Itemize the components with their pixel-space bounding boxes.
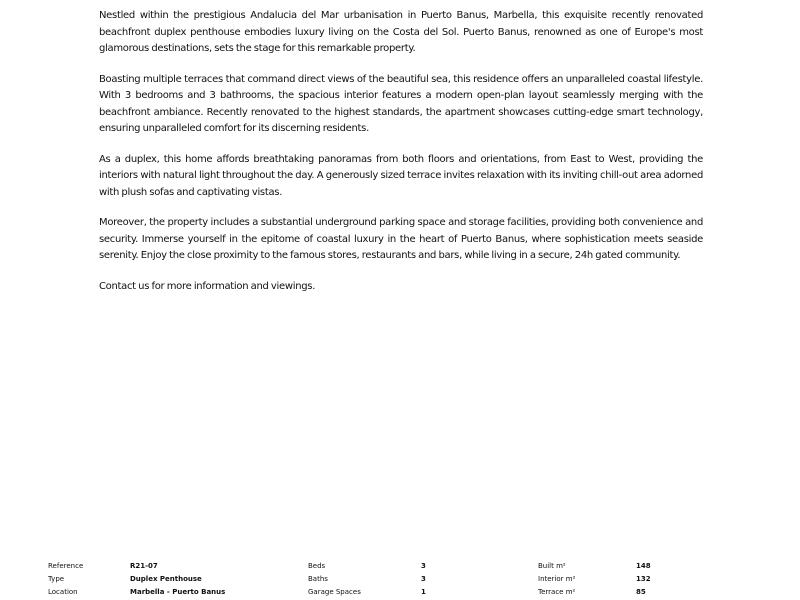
spec-value: 85 [636,588,646,596]
property-description [99,8,703,309]
spec-label: Interior m² [538,575,576,583]
spec-label: Built m² [538,562,566,570]
spec-value: 3 [421,562,426,570]
specs-row-type [48,573,748,586]
spec-label: Type [48,575,65,583]
spec-value: 3 [421,575,426,583]
spec-label: Location [48,588,78,596]
spec-label: Beds [308,562,326,570]
description-paragraph-parking: Moreover, the property includes a substantial underground parking space and storage facilities, providing both convenience and security. Immerse yourself in the epitome of coastal luxury in the heart of Puerto Banus, where sophistication meets seaside serenity. Enjoy the close proximity to the famous stores, restaurants and bars, while living in a secure, 24h gated community. [99,217,703,261]
description-paragraph-duplex: As a duplex, this home affords breathtaking panoramas from both floors and orientations, from East to West, providing the interiors with natural light throughout the day. A generously sized terrace invites relaxation with its inviting chill-out area adorned with plush sofas and captivating vistas. [99,153,703,198]
spec-value: 1 [421,588,426,596]
spec-label: Garage Spaces [308,588,361,596]
spec-value: Duplex Penthouse [130,575,202,583]
spec-value: Marbella - Puerto Banus [130,588,226,596]
spec-value: R21-07 [130,562,158,570]
spec-value: 148 [636,562,651,570]
description-paragraph-terraces: Boasting multiple terraces that command direct views of the beautiful sea, this residence offers an unparalleled coastal lifestyle. With 3 bedrooms and 3 bathrooms, the spacious interior features a modern open-plan layout seamlessly merging with the beachfront ambiance. Recently renovated to the highest standards, the apartment showcases cutting-edge smart technology, ensuring unparalleled comfort for its discerning residents. [99,73,703,134]
property-specs-table [48,560,748,599]
specs-row-location [48,586,748,599]
spec-value: 132 [636,575,651,583]
description-paragraph-contact: Contact us for more information and viewings. [99,280,316,292]
description-paragraph-intro: Nestled within the prestigious Andalucia del Mar urbanisation in Puerto Banus, Marbella, this exquisite recently renovated beachfront duplex penthouse embodies luxury living on the Costa del Sol. Puerto Banus, renowned as one of Europe's most glamorous destinations, sets the stage for this remarkable property. [99,10,703,54]
spec-label: Baths [308,575,328,583]
specs-row-reference [48,560,748,573]
spec-label: Reference [48,562,84,570]
spec-label: Terrace m² [538,588,576,596]
